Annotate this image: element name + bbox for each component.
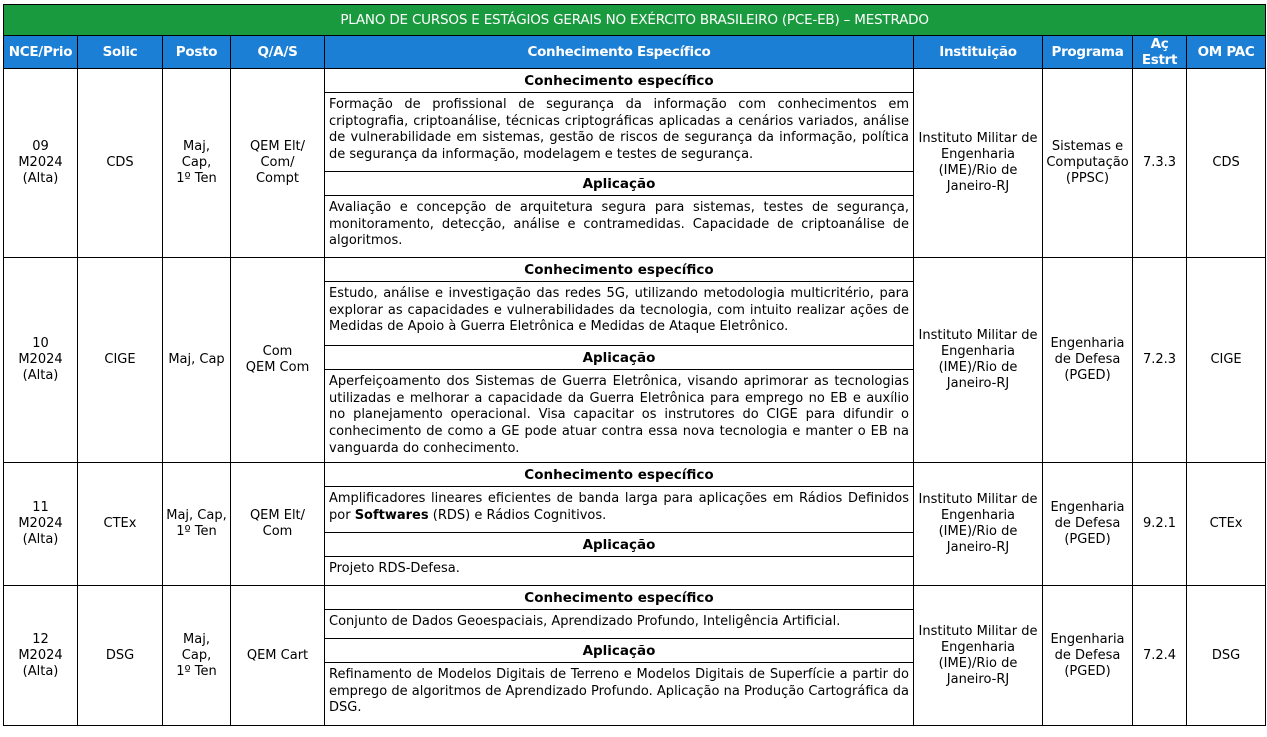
- solic-cell: DSG: [78, 586, 163, 726]
- header-acao-estrategica: Aç Estrt: [1133, 36, 1187, 69]
- om-pac-cell: CTEx: [1187, 463, 1266, 586]
- aplicacao-text: Aperfeiçoamento dos Sistemas de Guerra Eletrônica, visando aprimorar as tecnologias utilizadas e melhorar a capacidade da Guerra Eletrônica para emprego no EB e auxílio no planejamento operacional. Visa capacitar os instrutores do CIGE para difundir o conhecimento de como a GE pode atuar contra essa nova tecnologia e manter o EB na vanguarda do conhecimento.: [329, 374, 909, 456]
- conhecimento-cell: [325, 69, 914, 258]
- header-instituicao: Instituição: [914, 36, 1043, 69]
- programa-cell: Engenharia de Defesa (PGED): [1043, 586, 1133, 726]
- conhecimento-heading: Conhecimento específico: [325, 463, 913, 487]
- programa-cell: Sistemas e Computação (PPSC): [1043, 69, 1133, 258]
- instituicao-cell: Instituto Militar de Engenharia (IME)/Rio de Janeiro-RJ: [914, 69, 1043, 258]
- acao-estrategica-cell: 7.3.3: [1133, 69, 1187, 258]
- nce-prio-cell: 12 M2024 (Alta): [4, 586, 78, 726]
- aplicacao-text: Projeto RDS-Defesa.: [329, 561, 460, 576]
- nce-prio-cell: 09 M2024 (Alta): [4, 69, 78, 258]
- table-row: [4, 586, 1266, 726]
- header-qas: Q/A/S: [231, 36, 325, 69]
- qas-cell: QEM Elt/ Com: [231, 463, 325, 586]
- solic-cell: CTEx: [78, 463, 163, 586]
- qas-cell: QEM Cart: [231, 586, 325, 726]
- aplicacao-heading: Aplicação: [325, 172, 913, 196]
- document-title: PLANO DE CURSOS E ESTÁGIOS GERAIS NO EXÉRCITO BRASILEIRO (PCE-EB) – MESTRADO: [4, 5, 1266, 36]
- aplicacao-text: Avaliação e concepção de arquitetura segura para sistemas, testes de segurança, monitoramento, detecção, análise e contramedidas. Capacidade de criptoanálise de algoritmos.: [329, 200, 909, 249]
- posto-cell: Maj, Cap, 1º Ten: [163, 463, 231, 586]
- conhecimento-text: Amplificadores lineares eficientes de banda larga para aplicações em Rádios Definidos por Softwares (RDS) e Rádios Cognitivos.: [329, 491, 909, 523]
- conhecimento-cell: [325, 258, 914, 463]
- nce-prio-cell: 11 M2024 (Alta): [4, 463, 78, 586]
- posto-cell: Maj, Cap: [163, 258, 231, 463]
- conhecimento-text: Conjunto de Dados Geoespaciais, Aprendizado Profundo, Inteligência Artificial.: [329, 614, 841, 629]
- header-nce-prio: NCE/Prio: [4, 36, 78, 69]
- qas-cell: Com QEM Com: [231, 258, 325, 463]
- om-pac-cell: CIGE: [1187, 258, 1266, 463]
- instituicao-cell: Instituto Militar de Engenharia (IME)/Rio de Janeiro-RJ: [914, 586, 1043, 726]
- programa-cell: Engenharia de Defesa (PGED): [1043, 258, 1133, 463]
- table-row: [4, 69, 1266, 258]
- header-posto: Posto: [163, 36, 231, 69]
- instituicao-cell: Instituto Militar de Engenharia (IME)/Rio de Janeiro-RJ: [914, 258, 1043, 463]
- header-om-pac: OM PAC: [1187, 36, 1266, 69]
- solic-cell: CIGE: [78, 258, 163, 463]
- conhecimento-heading: Conhecimento específico: [325, 258, 913, 282]
- header-programa: Programa: [1043, 36, 1133, 69]
- posto-cell: Maj, Cap, 1º Ten: [163, 69, 231, 258]
- om-pac-cell: DSG: [1187, 586, 1266, 726]
- softwares-bold-term: Softwares: [354, 507, 429, 523]
- table-row: [4, 258, 1266, 463]
- course-plan-table: [3, 4, 1266, 726]
- aplicacao-text: Refinamento de Modelos Digitais de Terreno e Modelos Digitais de Superfície a partir do emprego de algoritmos de Aprendizado Profundo. Aplicação na Produção Cartográfica da DSG.: [329, 667, 909, 716]
- conhecimento-heading: Conhecimento específico: [325, 69, 913, 93]
- table-row: [4, 463, 1266, 586]
- course-plan-document: [3, 4, 1265, 726]
- aplicacao-heading: Aplicação: [325, 639, 913, 663]
- aplicacao-heading: Aplicação: [325, 346, 913, 370]
- instituicao-cell: Instituto Militar de Engenharia (IME)/Rio de Janeiro-RJ: [914, 463, 1043, 586]
- header-solic: Solic: [78, 36, 163, 69]
- nce-prio-cell: 10 M2024 (Alta): [4, 258, 78, 463]
- acao-estrategica-cell: 9.2.1: [1133, 463, 1187, 586]
- acao-estrategica-cell: 7.2.4: [1133, 586, 1187, 726]
- qas-cell: QEM Elt/ Com/ Compt: [231, 69, 325, 258]
- solic-cell: CDS: [78, 69, 163, 258]
- aplicacao-heading: Aplicação: [325, 533, 913, 557]
- acao-estrategica-cell: 7.2.3: [1133, 258, 1187, 463]
- om-pac-cell: CDS: [1187, 69, 1266, 258]
- programa-cell: Engenharia de Defesa (PGED): [1043, 463, 1133, 586]
- posto-cell: Maj, Cap, 1º Ten: [163, 586, 231, 726]
- header-conhecimento-especifico: Conhecimento Específico: [325, 36, 914, 69]
- conhecimento-text: Estudo, análise e investigação das redes 5G, utilizando metodologia multicritério, para explorar as capacidades e vulnerabilidades da tecnologia, com intuito realizar ações de Medidas de Apoio à Guerra Eletrônica e Medidas de Ataque Eletrônico.: [329, 286, 909, 335]
- conhecimento-cell: [325, 586, 914, 726]
- conhecimento-cell: [325, 463, 914, 586]
- conhecimento-text: Formação de profissional de segurança da informação com conhecimentos em criptografia, criptoanálise, técnicas criptográficas aplicadas a cenários variados, análise de vulnerabilidade em sistemas, gestão de riscos de segurança da informação, política de segurança da informação, modelagem e testes de segurança.: [329, 97, 909, 163]
- conhecimento-heading: Conhecimento específico: [325, 586, 913, 610]
